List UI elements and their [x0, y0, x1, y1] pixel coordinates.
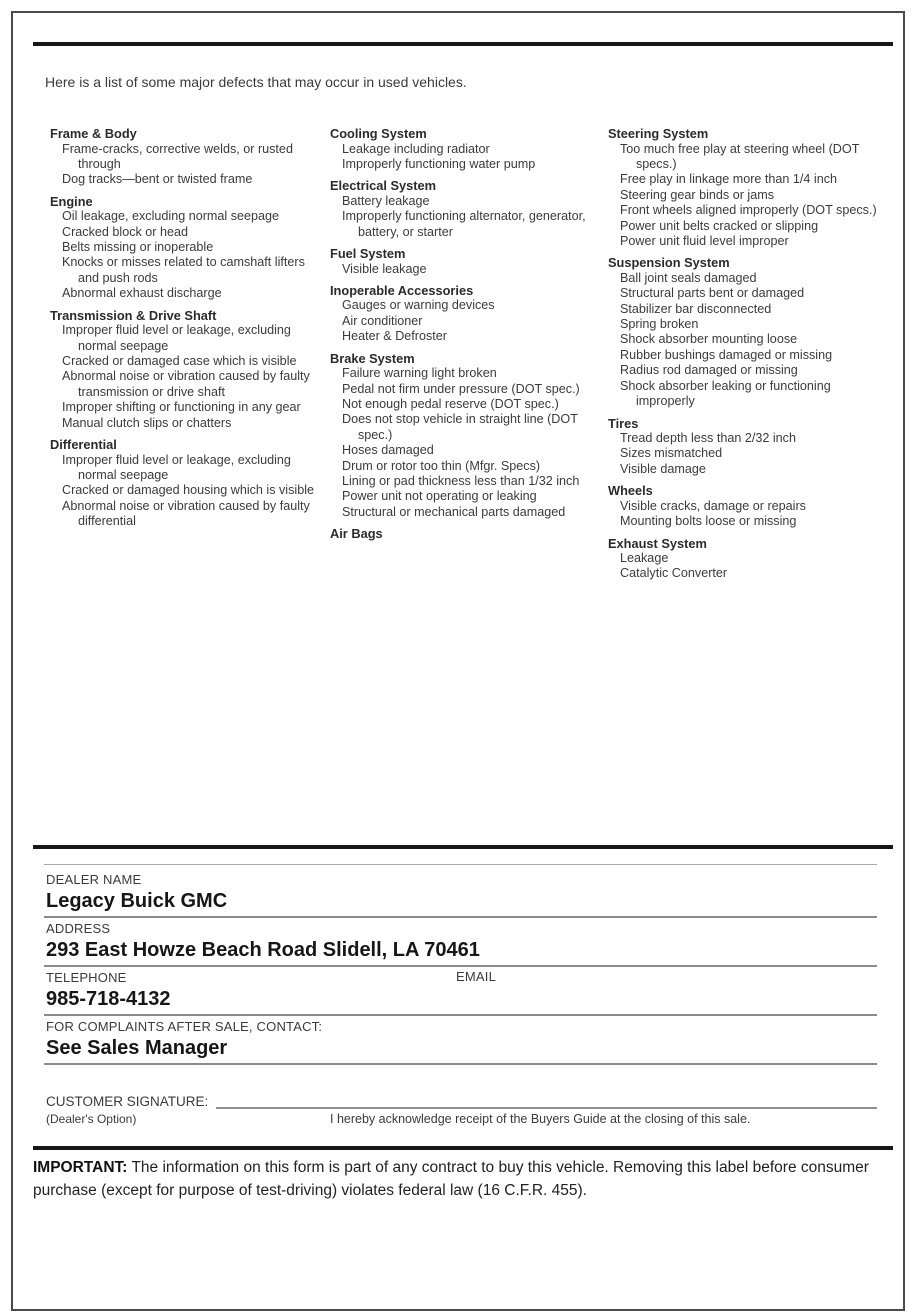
dealer-name-label: DEALER NAME — [46, 872, 142, 887]
address-value: 293 East Howze Beach Road Slidell, LA 70461 — [46, 939, 480, 961]
defect-item: Cracked or damaged case which is visible — [62, 353, 297, 368]
telephone-label: TELEPHONE — [46, 970, 127, 985]
defect-item: Structural parts bent or damaged — [620, 286, 805, 301]
defect-item-list — [50, 142, 330, 188]
defect-item: Power unit fluid level improper — [620, 233, 789, 248]
defect-item: Leakage — [620, 551, 669, 566]
defect-category-title: Differential — [50, 437, 117, 452]
defect-item-list — [50, 453, 330, 530]
defect-item: Radius rod damaged or missing — [620, 363, 798, 378]
defect-item-list — [608, 271, 895, 410]
defect-column-2 — [330, 120, 608, 582]
field-complaints-contact — [44, 1016, 877, 1065]
defect-item-list — [330, 298, 608, 344]
important-label: IMPORTANT: — [33, 1159, 128, 1176]
defect-section — [50, 194, 330, 302]
defect-item: Abnormal noise or vibration caused by faulty differential — [62, 498, 310, 529]
defect-section — [608, 416, 895, 478]
defect-item: Tread depth less than 2/32 inch — [620, 431, 796, 445]
defect-section — [50, 437, 330, 530]
field-address — [44, 918, 877, 967]
defect-item: Visible leakage — [342, 261, 427, 276]
defect-category-title: Electrical System — [330, 178, 436, 194]
defect-item: Visible damage — [620, 461, 706, 476]
defect-item-list — [608, 551, 895, 582]
defect-item: Ball joint seals damaged — [620, 270, 757, 285]
defect-item: Knocks or misses related to camshaft lifters and push rods — [62, 255, 305, 285]
defect-item: Improper fluid level or leakage, excluding normal seepage — [62, 452, 291, 482]
defect-item: Stabilizer bar disconnected — [620, 301, 772, 316]
intro-text: Here is a list of some major defects that may occur in used vehicles. — [45, 74, 467, 90]
defect-item: Not enough pedal reserve (DOT spec.) — [342, 396, 559, 411]
defect-section — [608, 255, 895, 409]
defect-category-title: Tires — [608, 415, 639, 431]
field-dealer-name — [44, 869, 877, 918]
defect-item: Sizes mismatched — [620, 446, 723, 461]
defect-item: Heater & Defroster — [342, 329, 447, 344]
defect-category-title: Cooling System — [330, 126, 427, 141]
customer-signature-line — [216, 1093, 877, 1109]
complaints-label: FOR COMPLAINTS AFTER SALE, CONTACT: — [46, 1019, 323, 1034]
defect-item-list — [608, 431, 895, 477]
defect-item: Power unit belts cracked or slipping — [620, 218, 819, 233]
defect-category-title: Inoperable Accessories — [330, 282, 474, 298]
defect-item: Oil leakage, excluding normal seepage — [62, 209, 280, 224]
bottom-divider-rule — [33, 1146, 893, 1150]
defect-section — [330, 126, 608, 172]
defect-item: Improper shifting or functioning in any gear — [62, 400, 301, 415]
defect-category-title: Brake System — [330, 350, 415, 366]
defect-item: Cracked or damaged housing which is visible — [62, 483, 315, 498]
defect-section — [50, 308, 330, 431]
important-notice — [33, 1156, 897, 1202]
defect-section — [608, 483, 895, 529]
defect-item: Abnormal noise or vibration caused by faulty transmission or drive shaft — [62, 369, 310, 399]
defect-item: Air conditioner — [342, 313, 423, 328]
defect-item: Hoses damaged — [342, 443, 434, 458]
defect-item-list — [50, 209, 330, 301]
field-telephone-email — [44, 967, 877, 1016]
dealers-option-note: (Dealer's Option) — [46, 1112, 137, 1126]
customer-signature-row — [44, 1093, 877, 1109]
defect-item: Does not stop vehicle in straight line (DOT spec.) — [342, 412, 578, 442]
defect-category-title: Exhaust System — [608, 535, 707, 551]
defect-section — [330, 283, 608, 345]
defect-item-list — [330, 194, 608, 240]
signature-subrow — [44, 1112, 877, 1126]
defect-item-list — [330, 262, 608, 277]
defect-item-list — [608, 499, 895, 530]
defect-item: Battery leakage — [342, 193, 430, 208]
complaints-value: See Sales Manager — [46, 1037, 228, 1059]
defect-item: Cracked block or head — [62, 224, 189, 239]
defect-item: Improperly functioning water pump — [342, 156, 536, 171]
defect-item: Front wheels aligned improperly (DOT specs.) — [620, 203, 877, 218]
defect-item: Pedal not firm under pressure (DOT spec.) — [342, 381, 580, 396]
defect-category-title: Air Bags — [330, 526, 383, 542]
defect-category-title: Steering System — [608, 126, 709, 141]
defect-item-list — [330, 366, 608, 520]
defect-item-list — [330, 142, 608, 173]
signature-acknowledgment-text: I hereby acknowledge receipt of the Buyers Guide at the closing of this sale. — [330, 1112, 751, 1126]
defect-item: Structural or mechanical parts damaged — [342, 504, 566, 519]
defect-section — [330, 526, 608, 542]
defect-section — [608, 536, 895, 582]
defect-column-1 — [50, 120, 330, 582]
defect-item: Shock absorber leaking or functioning improperly — [620, 378, 831, 409]
defect-section — [330, 246, 608, 277]
defect-item: Lining or pad thickness less than 1/32 inch — [342, 474, 580, 488]
defect-item: Gauges or warning devices — [342, 298, 495, 313]
top-divider-rule — [33, 42, 893, 46]
defect-category-title: Transmission & Drive Shaft — [50, 307, 217, 323]
defect-item: Frame-cracks, corrective welds, or rusted through — [62, 141, 293, 171]
defect-item: Power unit not operating or leaking — [342, 489, 537, 504]
email-label: EMAIL — [456, 969, 497, 984]
defect-column-3 — [608, 120, 895, 582]
defect-item: Mounting bolts loose or missing — [620, 514, 797, 529]
defect-category-title: Wheels — [608, 483, 653, 499]
defect-section — [50, 126, 330, 188]
defect-category-title: Engine — [50, 193, 93, 209]
defect-item: Catalytic Converter — [620, 566, 728, 581]
defect-item: Steering gear binds or jams — [620, 187, 775, 202]
defect-category-title: Suspension System — [608, 255, 730, 271]
dealer-name-value: Legacy Buick GMC — [46, 890, 228, 912]
defect-section — [330, 351, 608, 521]
defect-item: Improper fluid level or leakage, excluding normal seepage — [62, 323, 291, 353]
defects-columns — [50, 120, 895, 582]
dealer-form — [44, 864, 877, 1126]
defect-item-list — [50, 323, 330, 431]
defect-item: Drum or rotor too thin (Mfgr. Specs) — [342, 458, 541, 473]
defect-item-list — [608, 142, 895, 250]
defect-section — [330, 178, 608, 240]
defect-item: Abnormal exhaust discharge — [62, 286, 222, 301]
defect-item: Belts missing or inoperable — [62, 240, 214, 255]
defect-section — [608, 126, 895, 249]
defect-category-title: Frame & Body — [50, 126, 137, 141]
customer-signature-label: CUSTOMER SIGNATURE: — [46, 1094, 209, 1109]
defect-item: Rubber bushings damaged or missing — [620, 347, 833, 362]
defect-item: Improperly functioning alternator, generator, battery, or starter — [342, 209, 586, 239]
defect-item: Failure warning light broken — [342, 366, 497, 381]
important-text: The information on this form is part of any contract to buy this vehicle. Removing this label before consumer purchase (except for purpose of test-driving) violates federal law (16 C.F.R. 455). — [33, 1159, 869, 1199]
defect-item: Free play in linkage more than 1/4 inch — [620, 172, 838, 187]
defect-item: Manual clutch slips or chatters — [62, 415, 232, 430]
telephone-value: 985-718-4132 — [46, 988, 171, 1010]
middle-divider-rule — [33, 845, 893, 849]
defect-item: Spring broken — [620, 317, 699, 332]
address-label: ADDRESS — [46, 921, 111, 936]
defect-item: Visible cracks, damage or repairs — [620, 498, 806, 513]
defect-item: Shock absorber mounting loose — [620, 332, 798, 347]
defect-category-title: Fuel System — [330, 246, 406, 262]
defect-item: Leakage including radiator — [342, 141, 490, 156]
defect-item: Too much free play at steering wheel (DOT specs.) — [620, 141, 860, 171]
defect-item: Dog tracks—bent or twisted frame — [62, 172, 253, 187]
